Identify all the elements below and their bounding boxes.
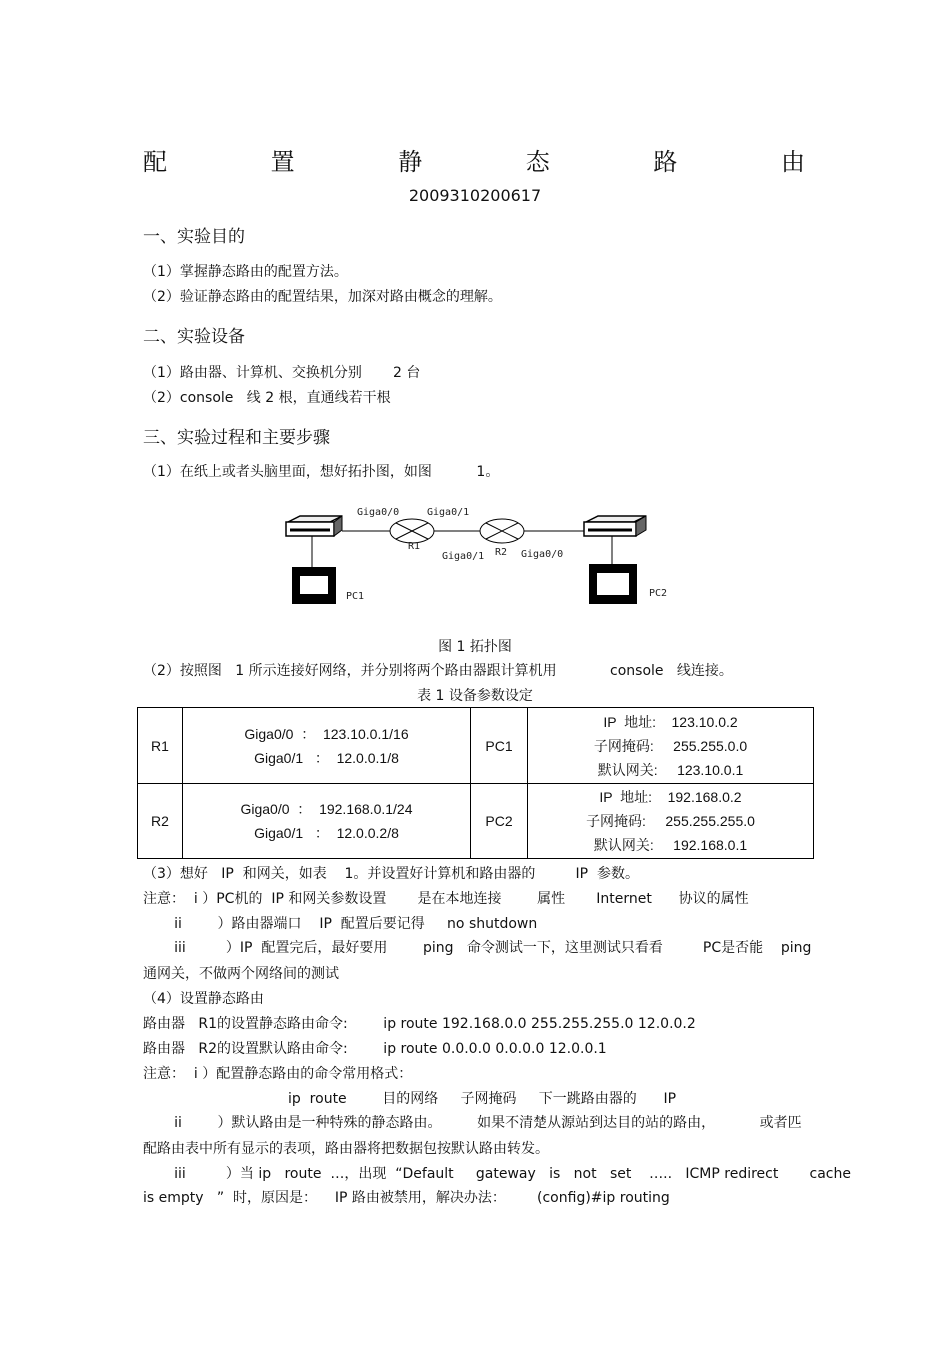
note-text: ii ）路由器端口 IP 配置后要记得 no shutdown [143, 916, 538, 932]
r2-label: R2 [495, 547, 508, 558]
step2-text: （2）按照图 1 所示连接好网络，并分别将两个路由器跟计算机用 console 线连接。 [143, 663, 733, 679]
pc1-label: PC1 [346, 591, 365, 602]
figure-caption: 图 1 拓扑图 [438, 639, 512, 655]
note-text: iii ）IP 配置完后，最好要用 ping 命令测试一下，这里测试只看看 PC是否能 ping [143, 940, 812, 956]
document-title [143, 142, 805, 177]
note-text: 注意： i ）配置静态路由的命令常用格式： [143, 1066, 413, 1082]
step3-text: （3）想好 IP 和网关，如表 1。并设置好计算机和路由器的 IP 参数。 [143, 866, 639, 882]
device-name-cell: R1 [138, 708, 183, 784]
router-r1-icon [390, 519, 434, 543]
table-row [138, 784, 814, 859]
port-config: Giga0/1 ： 12.0.0.1/8 [254, 749, 399, 766]
note-text: is empty ” 时，原因是： IP 路由被禁用，解决办法： (config)#ip routing [143, 1190, 670, 1206]
note-text: 通网关，不做两个网络间的测试 [143, 966, 339, 982]
switch-2-icon [584, 516, 646, 536]
pc-param: 子网掩码: 255.255.0.0 [593, 737, 748, 754]
title-char: 路 [653, 148, 678, 176]
pc-param: 默认网关: 192.168.0.1 [593, 837, 748, 853]
topology-diagram [280, 500, 680, 612]
pc-param: 默认网关: 123.10.0.1 [597, 761, 744, 778]
pc2-icon [589, 564, 637, 604]
note-text: ii ）默认路由是一种特殊的静态路由。 如果不清楚从源站到达目的站的路由， 或者匹 [143, 1115, 802, 1131]
note-text: 配路由表中所有显示的表项，路由器将把数据包按默认路由转发。 [143, 1141, 549, 1157]
r1-label: R1 [408, 541, 421, 552]
switch-1-icon [286, 516, 342, 536]
pc-params-cell [528, 708, 814, 784]
note-text: 注意： i ）PC机的 IP 和网关参数设置 是在本地连接 属性 Internet 协议的属性 [143, 891, 749, 907]
title-char: 态 [525, 148, 550, 176]
pc1-icon [292, 567, 336, 604]
port-config: Giga0/0 ： 123.10.0.1/16 [244, 725, 409, 742]
device-name-cell: R2 [138, 784, 183, 859]
command-format: ip route 目的网络 子网掩码 下一跳路由器的 IP [288, 1091, 677, 1107]
section1-item: （2）验证静态路由的配置结果，加深对路由概念的理解。 [143, 289, 502, 305]
section1-item: （1）掌握静态路由的配置方法。 [143, 264, 348, 280]
router-r2-icon [480, 519, 524, 543]
r2-command: 路由器 R2的设置默认路由命令: ip route 0.0.0.0 0.0.0.0 12.0.0.1 [143, 1041, 607, 1057]
device-name-cell: PC1 [471, 708, 528, 784]
pc2-label: PC2 [649, 588, 668, 599]
router-ports-cell [183, 784, 471, 859]
pc-param: IP 地址: 123.10.0.2 [603, 713, 738, 730]
table-row [138, 708, 814, 784]
port-config: Giga0/1 ： 12.0.0.2/8 [254, 825, 399, 841]
r2-port-label: Giga0/0 [521, 549, 564, 560]
pc-param: IP 地址: 192.168.0.2 [599, 789, 742, 805]
title-char: 配 [143, 148, 167, 176]
section2-item: （1）路由器、计算机、交换机分别 2 台 [143, 365, 421, 381]
section3-heading: 三、实验过程和主要步骤 [143, 428, 330, 448]
step4-text: （4）设置静态路由 [143, 991, 264, 1007]
step1-text: （1）在纸上或者头脑里面，想好拓扑图，如图 1。 [143, 464, 500, 480]
section2-item: （2）console 线 2 根，直通线若干根 [143, 390, 391, 406]
table-caption: 表 1 设备参数设定 [417, 688, 533, 704]
r1-port-label: Giga0/1 [427, 507, 470, 518]
router-ports-cell [183, 708, 471, 784]
section2-heading: 二、实验设备 [143, 327, 245, 347]
r1-port-label: Giga0/0 [357, 507, 400, 518]
r1-command: 路由器 R1的设置静态路由命令: ip route 192.168.0.0 255.255.255.0 12.0.0.2 [143, 1016, 696, 1032]
section1-heading: 一、实验目的 [143, 227, 245, 247]
note-text: iii ）当 ip route …，出现 “Default gateway is not set ….. ICMP redirect cache [143, 1166, 851, 1182]
title-char: 静 [398, 148, 423, 176]
title-char: 由 [780, 148, 805, 176]
device-params-table [137, 707, 814, 859]
r2-port-label: Giga0/1 [442, 551, 485, 562]
student-id: 2009310200617 [408, 186, 542, 205]
title-char: 置 [270, 148, 295, 176]
pc-param: 子网掩码: 255.255.255.0 [586, 813, 755, 829]
device-name-cell: PC2 [471, 784, 528, 859]
port-config: Giga0/0 ： 192.168.0.1/24 [240, 801, 413, 817]
pc-params-cell [528, 784, 814, 859]
